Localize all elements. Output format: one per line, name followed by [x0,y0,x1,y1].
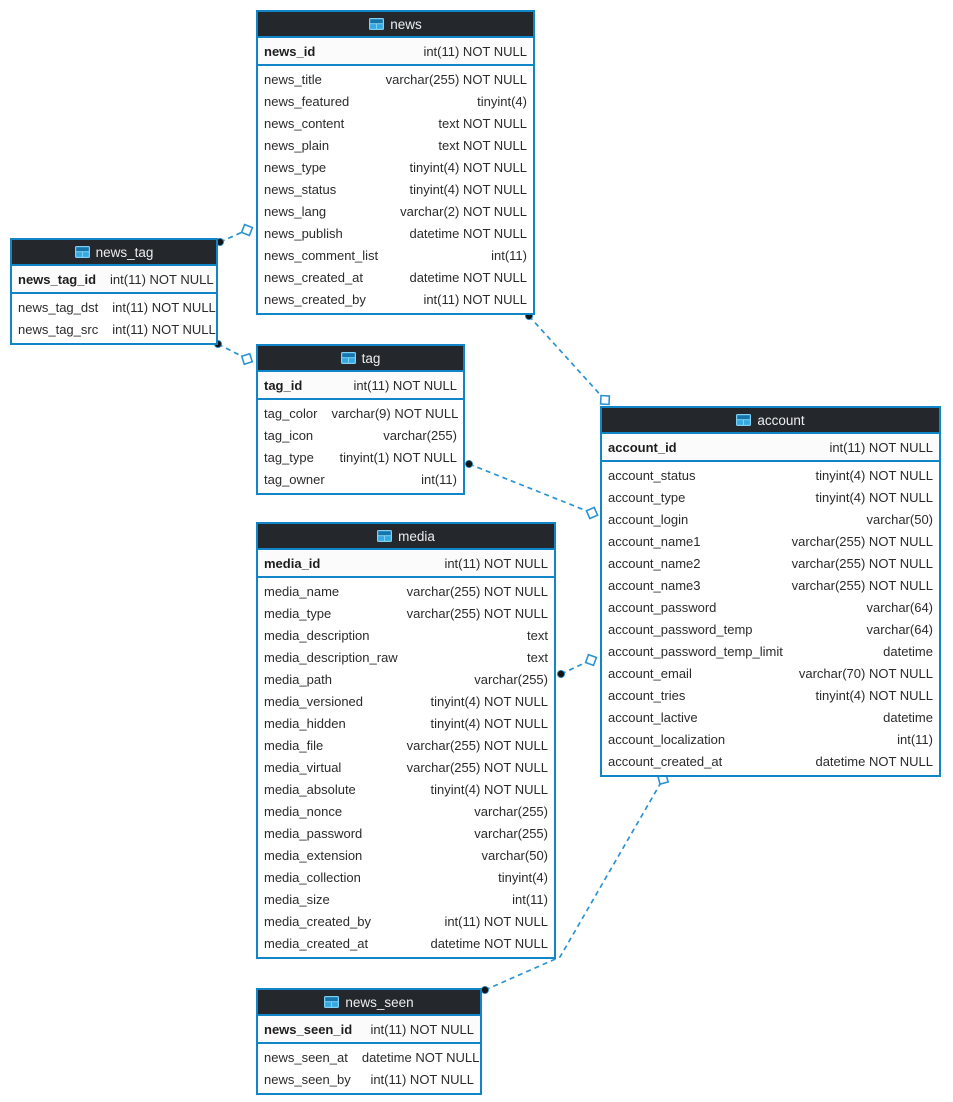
column-row [602,508,939,530]
column-type: varchar(255) [474,671,548,687]
column-name: news_created_at [264,269,364,285]
column-type: datetime [883,709,933,725]
column-type: datetime NOT NULL [409,225,527,241]
column-name: news_seen_by [264,1071,351,1087]
column-type: datetime NOT NULL [409,269,527,285]
column-row [258,112,533,134]
table-header[interactable] [258,12,533,38]
column-name: news_publish [264,225,343,241]
column-type: tinyint(4) NOT NULL [430,781,548,797]
column-type: tinyint(4) NOT NULL [815,467,933,483]
primary-key-row [258,38,533,64]
column-type: int(11) NOT NULL [444,555,548,571]
column-row [258,402,463,424]
column-row [258,624,554,646]
column-type: int(11) [512,891,548,907]
column-row [258,580,554,602]
column-row [258,1068,480,1090]
columns-section [258,398,463,493]
column-name: media_extension [264,847,363,863]
column-row [258,734,554,756]
column-row [258,602,554,624]
columns-section [258,1042,480,1093]
column-type: tinyint(4) NOT NULL [815,687,933,703]
column-name: news_status [264,181,337,197]
column-type: tinyint(4) NOT NULL [409,181,527,197]
column-name: media_path [264,671,332,687]
primary-key-row [258,372,463,398]
column-type: int(11) NOT NULL [423,291,527,307]
column-type: varchar(255) NOT NULL [791,533,933,549]
column-row [258,756,554,778]
column-name: media_virtual [264,759,342,775]
column-row [258,266,533,288]
dot-marker-icon [557,670,564,677]
column-row [258,156,533,178]
column-type: datetime NOT NULL [430,935,548,951]
column-row [258,68,533,90]
column-row [602,640,939,662]
column-name: account_name3 [608,577,701,593]
relationship-news-to-account [529,316,605,400]
table-title: media [398,528,435,544]
column-type: int(11) NOT NULL [110,271,214,287]
column-name: news_seen_id [264,1021,353,1037]
relationship-tag-to-account [469,464,592,513]
column-name: account_password_temp [608,621,753,637]
column-name: account_name1 [608,533,701,549]
column-type: tinyint(4) NOT NULL [409,159,527,175]
column-type: int(11) [491,247,527,263]
column-name: news_featured [264,93,350,109]
column-name: media_size [264,891,330,907]
table-icon [324,996,339,1008]
column-type: varchar(255) NOT NULL [406,583,548,599]
column-type: int(11) NOT NULL [353,377,457,393]
column-row [602,596,939,618]
primary-key-row [12,266,216,292]
table-news[interactable] [256,10,535,315]
column-row [258,424,463,446]
column-row [258,690,554,712]
column-type: varchar(255) NOT NULL [406,737,548,753]
column-name: news_created_by [264,291,366,307]
column-row [258,1046,480,1068]
column-name: account_status [608,467,696,483]
column-name: account_type [608,489,686,505]
table-header[interactable] [258,990,480,1016]
primary-key-row [258,1016,480,1042]
column-row [602,552,939,574]
table-title: tag [361,350,381,366]
column-name: account_password [608,599,717,615]
column-type: text [527,627,548,643]
column-type: int(11) NOT NULL [370,1071,474,1087]
column-type: tinyint(4) NOT NULL [815,489,933,505]
column-row [258,888,554,910]
column-type: varchar(9) NOT NULL [331,405,459,421]
column-row [602,684,939,706]
column-type: datetime NOT NULL [361,1049,480,1065]
column-type: varchar(70) NOT NULL [798,665,933,681]
table-icon [369,18,384,30]
column-name: media_created_by [264,913,371,929]
diamond-marker-icon [586,507,597,518]
diamond-marker-icon [242,354,253,365]
column-row [602,464,939,486]
diamond-marker-icon [242,225,253,236]
table-tag[interactable] [256,344,465,495]
column-row [258,244,533,266]
column-type: tinyint(4) NOT NULL [430,693,548,709]
table-title: news [390,16,422,32]
table-icon [736,414,751,426]
column-name: tag_color [264,405,318,421]
column-name: account_lactive [608,709,698,725]
column-type: varchar(50) [866,511,933,527]
column-type: tinyint(1) NOT NULL [339,449,457,465]
column-type: tinyint(4) [498,869,548,885]
column-type: tinyint(4) NOT NULL [430,715,548,731]
column-type: datetime [883,643,933,659]
column-row [258,822,554,844]
column-row [602,662,939,684]
column-type: text [527,649,548,665]
column-row [258,866,554,888]
column-name: account_login [608,511,689,527]
column-name: media_versioned [264,693,364,709]
column-name: media_description_raw [264,649,398,665]
column-row [12,318,216,340]
column-name: account_localization [608,731,726,747]
column-row [602,530,939,552]
column-type: int(11) NOT NULL [423,43,527,59]
column-name: tag_owner [264,471,325,487]
column-name: news_tag_dst [18,299,99,315]
column-name: account_email [608,665,692,681]
column-name: news_type [264,159,327,175]
column-type: int(11) NOT NULL [829,439,933,455]
column-name: news_seen_at [264,1049,348,1065]
column-row [602,486,939,508]
column-type: int(11) [421,471,457,487]
column-name: tag_icon [264,427,314,443]
column-row [258,932,554,954]
column-type: varchar(2) NOT NULL [400,203,527,219]
column-row [602,750,939,772]
columns-section [602,460,939,775]
column-name: account_password_temp_limit [608,643,783,659]
column-name: news_plain [264,137,330,153]
table-news_tag[interactable] [10,238,218,345]
table-header[interactable] [258,346,463,372]
column-row [258,288,533,310]
column-row [258,646,554,668]
column-type: varchar(255) NOT NULL [385,71,527,87]
table-title: account [757,412,805,428]
column-name: media_name [264,583,340,599]
column-name: media_hidden [264,715,346,731]
columns-section [258,64,533,313]
column-type: int(11) NOT NULL [370,1021,474,1037]
column-name: news_lang [264,203,327,219]
column-row [258,844,554,866]
table-icon [341,352,356,364]
column-name: news_tag_id [18,271,97,287]
column-type: datetime NOT NULL [815,753,933,769]
column-name: media_nonce [264,803,343,819]
column-row [258,90,533,112]
column-type: varchar(255) [474,825,548,841]
column-row [258,134,533,156]
column-name: news_comment_list [264,247,379,263]
dot-marker-icon [465,460,472,467]
column-name: media_description [264,627,370,643]
column-row [258,468,463,490]
column-row [258,712,554,734]
column-type: varchar(64) [866,599,933,615]
column-row [258,222,533,244]
column-name: media_password [264,825,363,841]
table-icon [377,530,392,542]
column-row [602,706,939,728]
column-name: account_created_at [608,753,723,769]
table-title: news_tag [95,244,154,260]
column-name: media_file [264,737,324,753]
column-type: int(11) NOT NULL [444,913,548,929]
column-type: varchar(255) NOT NULL [791,577,933,593]
column-type: tinyint(4) [477,93,527,109]
table-news_seen[interactable] [256,988,482,1095]
column-name: media_absolute [264,781,356,797]
column-row [258,200,533,222]
dot-marker-icon [481,986,488,993]
column-type: varchar(64) [866,621,933,637]
table-account[interactable] [600,406,941,777]
column-row [258,178,533,200]
column-row [602,574,939,596]
columns-section [258,576,554,957]
column-type: varchar(50) [481,847,548,863]
table-header[interactable] [602,408,939,434]
primary-key-row [258,550,554,576]
table-media[interactable] [256,522,556,959]
column-type: varchar(255) NOT NULL [406,605,548,621]
column-row [12,296,216,318]
column-name: account_id [608,439,677,455]
column-type: text NOT NULL [438,137,527,153]
table-header[interactable] [12,240,216,266]
column-type: int(11) NOT NULL [112,321,216,337]
column-name: media_id [264,555,321,571]
column-row [258,446,463,468]
column-name: media_created_at [264,935,369,951]
column-type: varchar(255) [383,427,457,443]
column-name: media_type [264,605,332,621]
column-row [258,668,554,690]
column-type: varchar(255) [474,803,548,819]
column-name: news_id [264,43,316,59]
column-name: account_tries [608,687,686,703]
column-row [602,618,939,640]
table-title: news_seen [345,994,414,1010]
column-name: news_title [264,71,322,87]
column-type: int(11) NOT NULL [112,299,216,315]
columns-section [12,292,216,343]
diamond-marker-icon [601,396,610,405]
column-row [258,778,554,800]
primary-key-row [602,434,939,460]
table-header[interactable] [258,524,554,550]
column-type: varchar(255) NOT NULL [791,555,933,571]
column-name: tag_id [264,377,303,393]
diamond-marker-icon [586,655,597,666]
column-type: varchar(255) NOT NULL [406,759,548,775]
column-name: news_tag_src [18,321,99,337]
column-row [602,728,939,750]
column-name: account_name2 [608,555,701,571]
column-name: media_collection [264,869,361,885]
column-name: news_content [264,115,345,131]
column-row [258,800,554,822]
column-row [258,910,554,932]
column-type: int(11) [897,731,933,747]
column-type: text NOT NULL [438,115,527,131]
table-icon [75,246,90,258]
column-name: tag_type [264,449,314,465]
